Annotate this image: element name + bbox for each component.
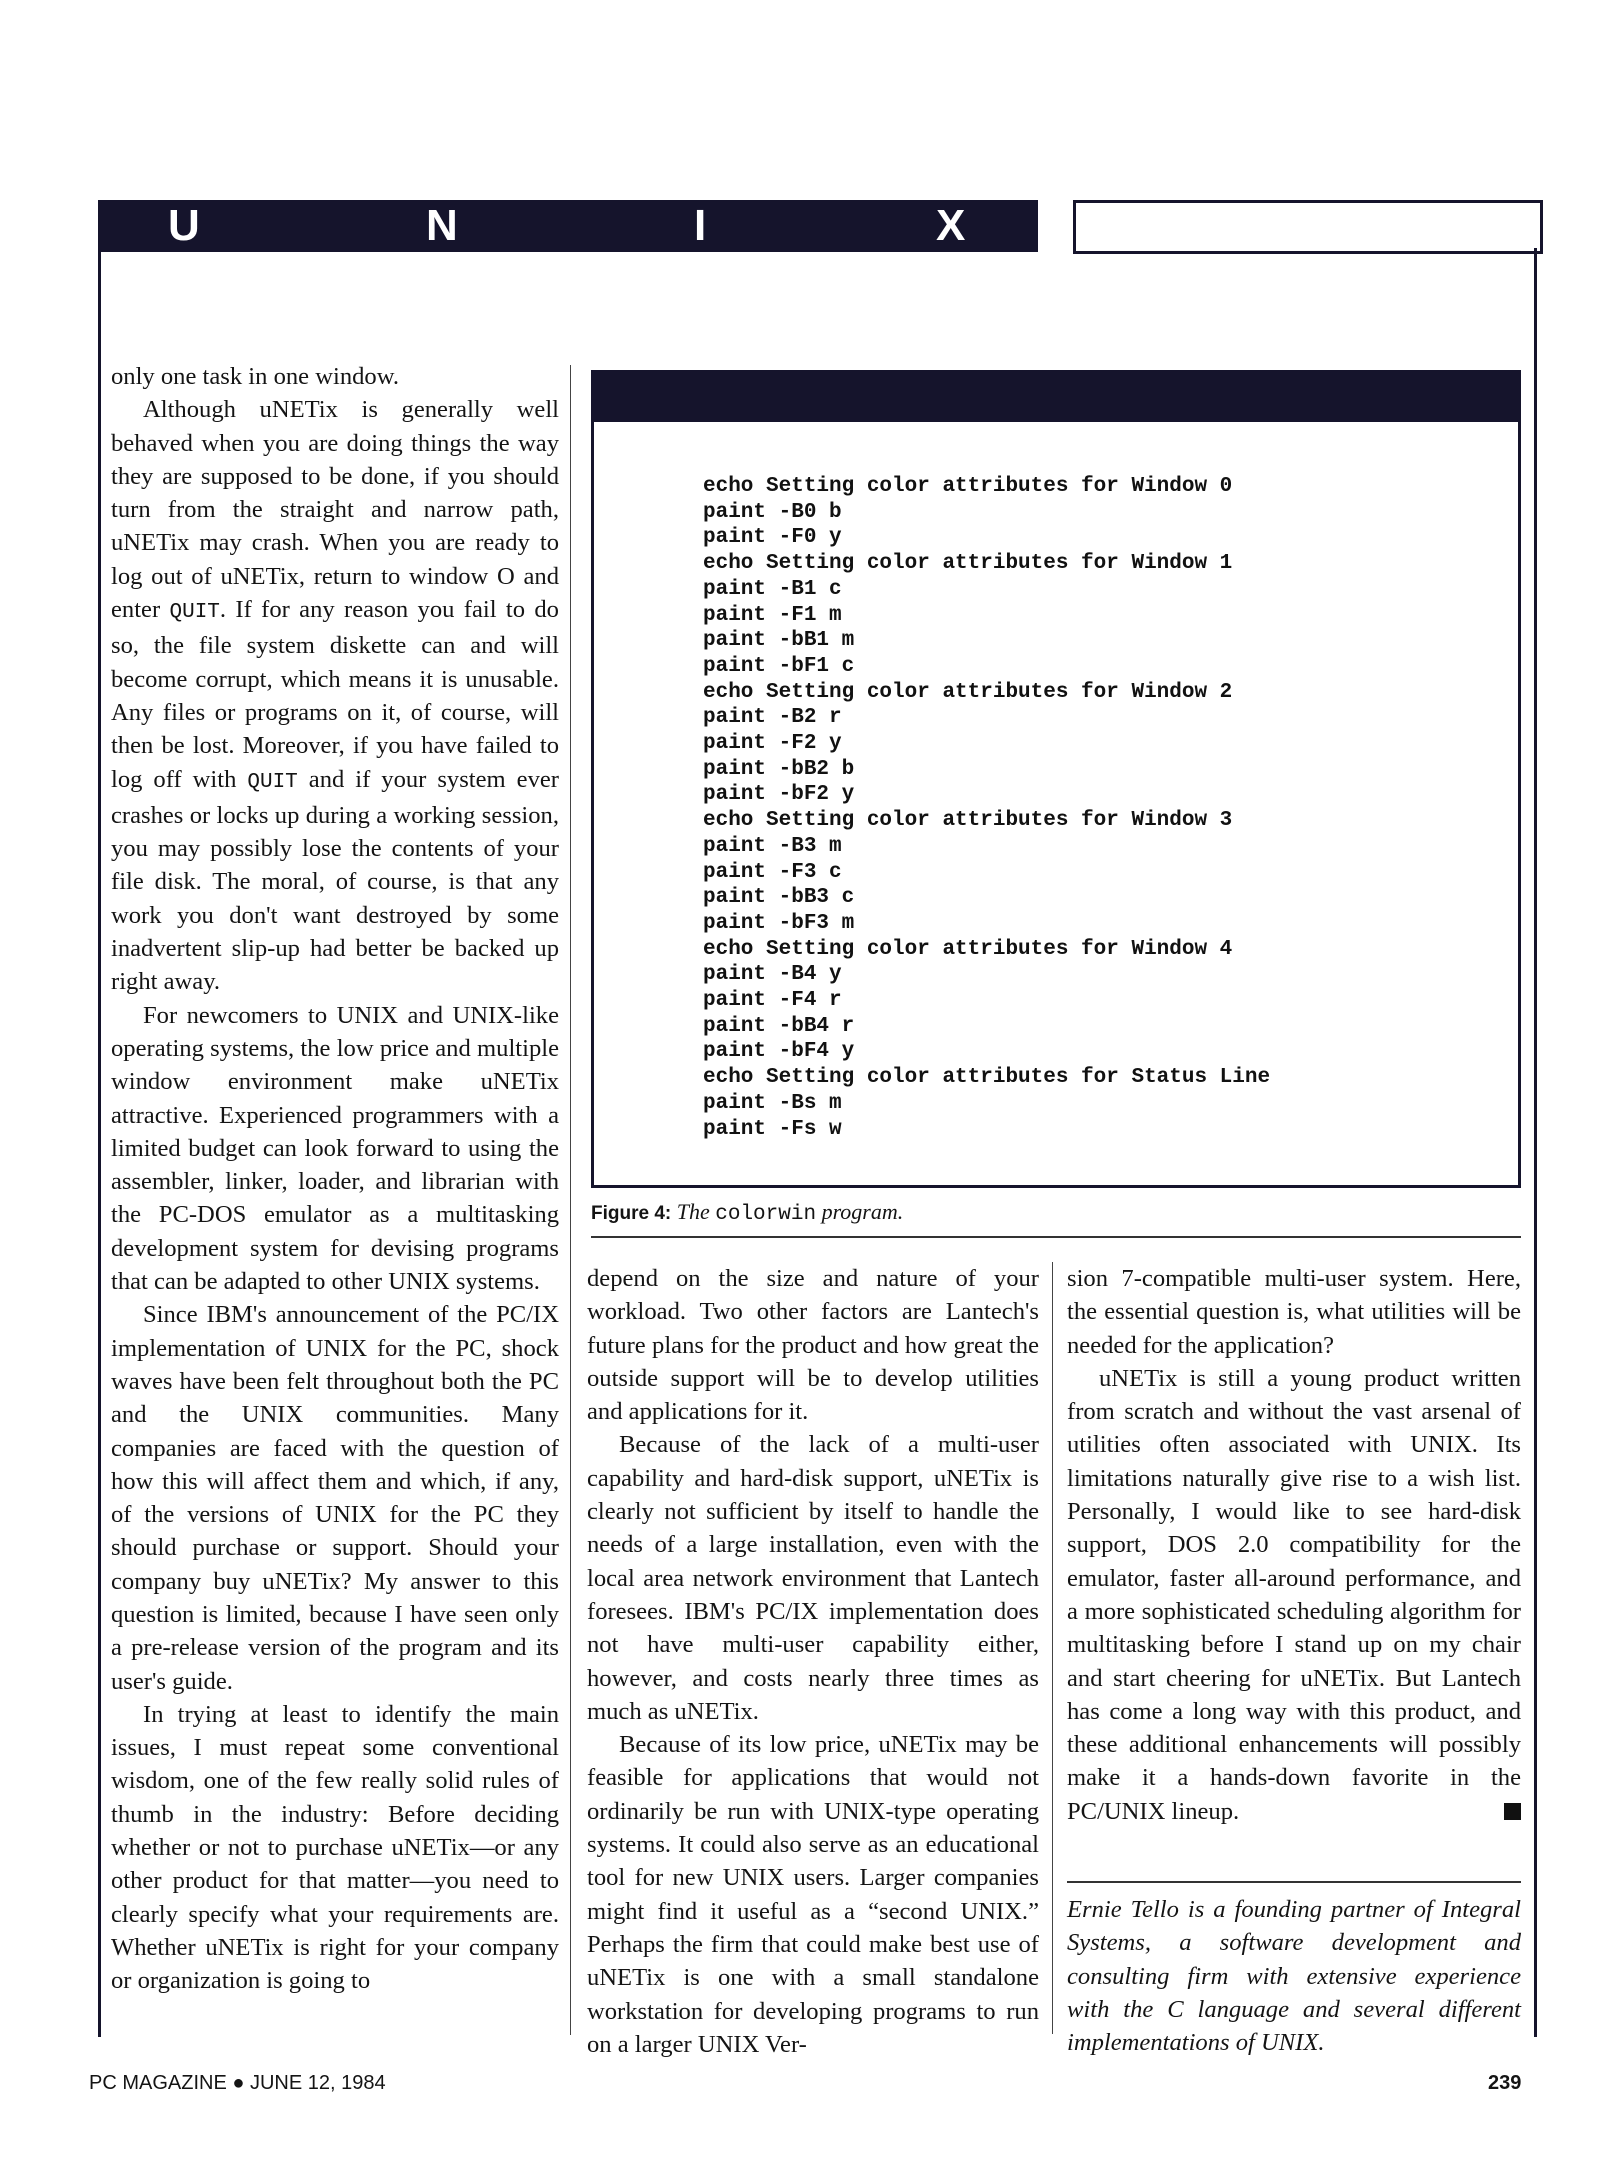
end-mark-icon [1504,1803,1521,1820]
bio-rule [1067,1881,1521,1883]
page-number: 239 [1488,2072,1522,2094]
paragraph: Although uNETix is generally well behaved when you are doing things the way they are supposed to be done, if you should turn from the straight and narrow path, uNETix may crash. When you are ready to log out of uNETix, return to window O and enter QUIT. If for any reason you fail to do so, the file system diskette can and will become corrupt, which means it is unusable. Any files or programs on it, of course, will then be lost. Moreover, if you have failed to log off with QUIT and if your system ever crashes or locks up during a working session, you may possibly lose the contents of your file disk. The moral, of course, is that any work you don't want destroyed by some inadvertent slip-up had better be backed up right away. [111,396,559,996]
paragraph: sion 7-compatible multi-user system. Here, the essential question is, what utilities will be needed for the application? [1067,1265,1521,1359]
column-rule [1052,1262,1053,2034]
paragraph: In trying at least to identify the main issues, I must repeat some conventional wisdom, one of the few really solid rules of thumb in the industry: Before deciding whether or not to purchase uNETix—or any other product for that matter—you need to clearly specify what your requirements are. Whether uNETix is right for your company or organization is going to [111,1700,559,1995]
figure-label: Figure 4: [591,1203,672,1224]
article-column-1 [111,360,559,1998]
page-frame-left [98,252,101,2037]
article-column-3 [1067,1262,1521,1828]
figure-header-bar [591,370,1521,422]
paragraph: only one task in one window. [111,363,400,390]
banner-letter-x: X [936,201,966,250]
paragraph: uNETix is still a young product written from scratch and without the vast arsenal of utilities often associated with UNIX. Its limitations naturally give rise to a wish list. Personally, I would like to see hard-disk support, DOS 2.0 compatibility for the emulator, faster all-around performance, and a more sophisticated scheduling algorithm for multitasking before I stand up on my chair and start cheering for uNETix. But Lantech has come a long way with this product, and these additional enhancements will possibly make it a hands-down favorite in the PC/UNIX lineup. [1067,1364,1521,1825]
quit-command: QUIT [169,601,220,625]
paragraph: For newcomers to UNIX and UNIX-like operating systems, the low price and multiple window environment make uNETix attractive. Experienced programmers with a limited budget can look forward to using the assembler, linker, loader, and librarian with the PC-DOS emulator as a multitasking development system for devising programs that can be adapted to other UNIX systems. [111,1001,559,1296]
banner-letter-i: I [694,201,707,250]
paragraph: Since IBM's announcement of the PC/IX implementation of UNIX for the PC, shock waves have been felt throughout both the PC and the UNIX communities. Many companies are faced with the question of how this will affect them and which, if any, of the versions of UNIX for the PC they should purchase or support. Should your company buy uNETix? My answer to this question is limited, because I have seen only a pre-release version of the program and its user's guide. [111,1301,559,1695]
figure-rule [591,1236,1521,1238]
banner-letter-n: N [426,201,458,250]
paragraph: depend on the size and nature of your workload. Two other factors are Lantech's future plans for the product and how great the outside support will be to develop utilities and applications for it. [587,1265,1039,1426]
paragraph: Because of the lack of a multi-user capability and hard-disk support, uNETix is clearly not sufficient by itself to handle the needs of a large installation, even with the local area network environment that Lantech foresees. IBM's PC/IX implementation does not have multi-user capability either, however, and costs nearly three times as much as uNETix. [587,1431,1039,1725]
header-empty-box [1073,200,1543,254]
section-banner [98,200,1038,252]
footer-publication: PC MAGAZINE ● JUNE 12, 1984 [89,2072,386,2094]
paragraph: Because of its low price, uNETix may be feasible for applications that would not ordinarily be run with UNIX-type operating systems. It could also serve as an educational tool for new UNIX users. Larger companies might find it useful as a “second UNIX.” Perhaps the firm that could make best use of uNETix is one with a small standalone workstation for developing programs to run on a larger UNIX Ver- [587,1731,1039,2058]
code-listing: echo Setting color attributes for Window 0 paint -B0 b paint -F0 y echo Setting color attributes for Window 1 paint -B1 c paint -F1 m paint -bB1 m paint -bF1 c echo Setting color attributes for Window 2 paint -B2 r paint -F2 y paint -bB2 b paint -bF2 y echo Setting color attributes for Window 3 paint -B3 m paint -F3 c paint -bB3 c paint -bF3 m echo Setting color attributes for Window 4 paint -B4 y paint -F4 r paint -bB4 r paint -bF4 y echo Setting color attributes for Status Line paint -Bs m paint -Fs w [703,475,1271,1141]
program-name: colorwin [715,1203,817,1226]
quit-command: QUIT [247,770,298,794]
column-rule [570,365,571,2035]
author-bio: Ernie Tello is a founding partner of Integral Systems, a software development and consulting firm with extensive experience with the C language and several different implementations of UNIX. [1067,1896,1521,2057]
banner-letter-u: U [168,201,200,250]
page-frame-right [1534,248,1537,2037]
article-column-2 [587,1262,1039,2061]
figure-caption: Figure 4: The colorwin program. [591,1199,904,1226]
